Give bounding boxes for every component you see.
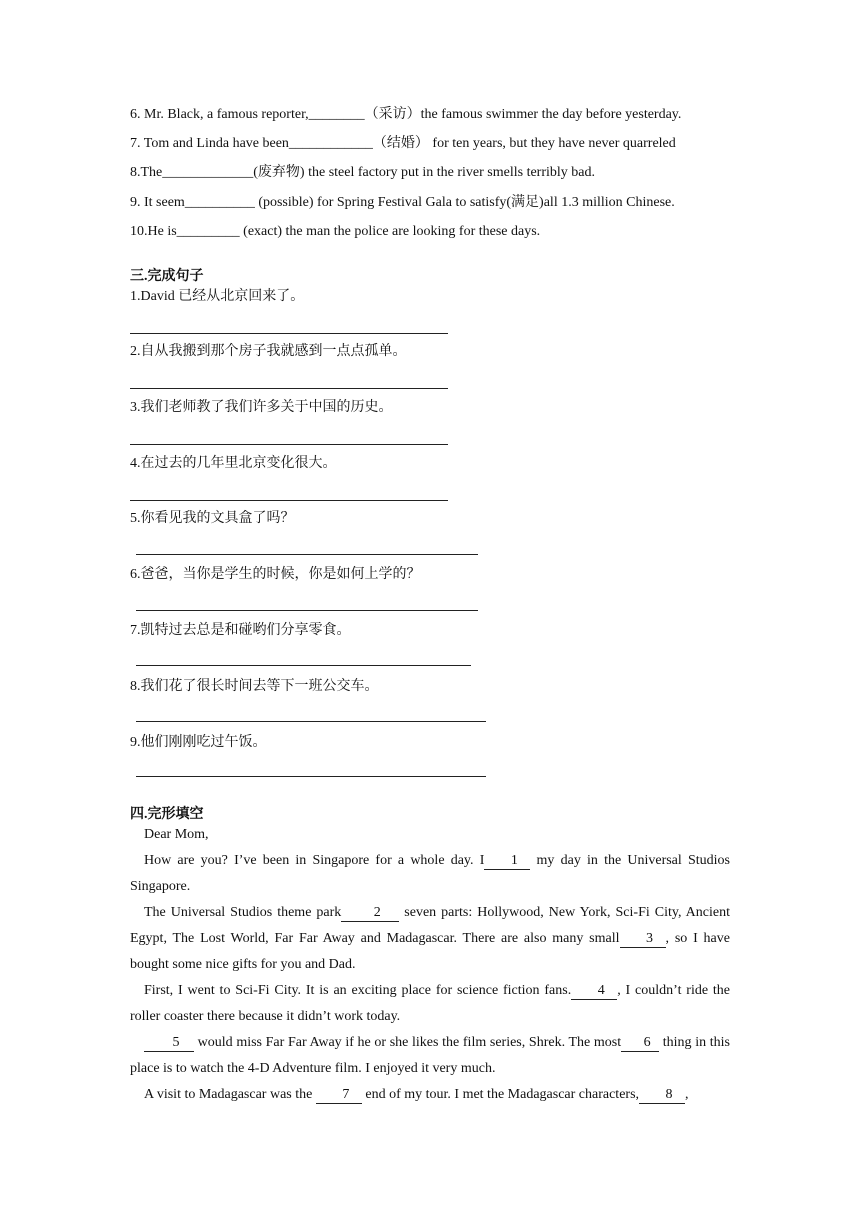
sentence-prompt-9: 9.他们刚刚吃过午饭。 (130, 735, 267, 750)
letter-greeting: Dear Mom, (144, 827, 209, 842)
blank-2[interactable]: 2 (341, 905, 399, 922)
answer-line-8[interactable] (136, 721, 486, 722)
sentence-prompt-7: 7.凯特过去总是和碰哟们分享零食。 (130, 623, 351, 638)
sentence-prompt-6: 6.爸爸，当你是学生的时候，你是如何上学的？ (130, 567, 421, 582)
sentence-prompt-2: 2.自从我搬到那个房子我就感到一点点孤单。 (130, 344, 407, 359)
blank-1[interactable]: 1 (484, 853, 530, 870)
cloze-paragraph-3: First, I went to Sci-Fi City. It is an exciting place for science fiction fans. 4 , I couldn’t ride the roller coaster there because it didn’t work today. (130, 983, 730, 1024)
sentence-prompt-3: 3.我们老师教了我们许多关于中国的历史。 (130, 400, 393, 415)
answer-line-2[interactable] (130, 388, 448, 389)
exercise-item-6: 6. Mr. Black, a famous reporter,________（采访）the famous swimmer the day before yesterday. (130, 107, 682, 122)
cloze-paragraph-4: 5 would miss Far Far Away if he or she likes the film series, Shrek. The most 6 thing in this place is to watch the 4-D Adventure film. I enjoyed it very much. (130, 1035, 730, 1076)
cloze-paragraph-1: How are you? I’ve been in Singapore for a whole day. I 1 my day in the Universal Studios Singapore. (130, 853, 730, 894)
cloze-passage (130, 822, 730, 1108)
answer-line-7[interactable] (136, 665, 471, 666)
blank-5[interactable]: 5 (144, 1035, 194, 1052)
blank-3[interactable]: 3 (620, 931, 666, 948)
answer-line-3[interactable] (130, 444, 448, 445)
exercise-item-10: 10.He is_________ (exact) the man the police are looking for these days. (130, 224, 541, 239)
answer-line-4[interactable] (130, 500, 448, 501)
answer-line-9[interactable] (136, 776, 486, 777)
cloze-paragraph-5: A visit to Madagascar was the 7 end of my tour. I met the Madagascar characters, 8 , (144, 1087, 689, 1102)
exercise-item-9: 9. It seem__________ (possible) for Spring Festival Gala to satisfy(满足)all 1.3 million Chinese. (130, 195, 675, 210)
answer-line-5[interactable] (136, 554, 478, 555)
exercise-item-8: 8.The_____________(废弃物) the steel factory put in the river smells terribly bad. (130, 165, 596, 180)
sentence-prompt-5: 5.你看见我的文具盒了吗？ (130, 511, 295, 526)
sentence-prompt-8: 8.我们花了很长时间去等下一班公交车。 (130, 679, 379, 694)
section-heading-complete-sentences: 三.完成句子 (130, 269, 204, 284)
blank-4[interactable]: 4 (571, 983, 617, 1000)
section-heading-cloze: 四.完形填空 (130, 807, 204, 822)
blank-8[interactable]: 8 (639, 1087, 685, 1104)
sentence-prompt-4: 4.在过去的几年里北京变化很大。 (130, 456, 337, 471)
cloze-paragraph-2: The Universal Studios theme park 2 seven parts: Hollywood, New York, Sci-Fi City, Ancient Egypt, The Lost World, Far Far Away and Madagascar. There are also many small 3 , so I have bought some nice gifts for you and Dad. (130, 905, 730, 972)
sentence-prompt-1: 1.David 已经从北京回来了。 (130, 289, 305, 304)
blank-7[interactable]: 7 (316, 1087, 362, 1104)
answer-line-1[interactable] (130, 333, 448, 334)
exercise-item-7: 7. Tom and Linda have been____________（结婚） for ten years, but they have never quarreled (130, 136, 676, 151)
answer-line-6[interactable] (136, 610, 478, 611)
blank-6[interactable]: 6 (621, 1035, 659, 1052)
